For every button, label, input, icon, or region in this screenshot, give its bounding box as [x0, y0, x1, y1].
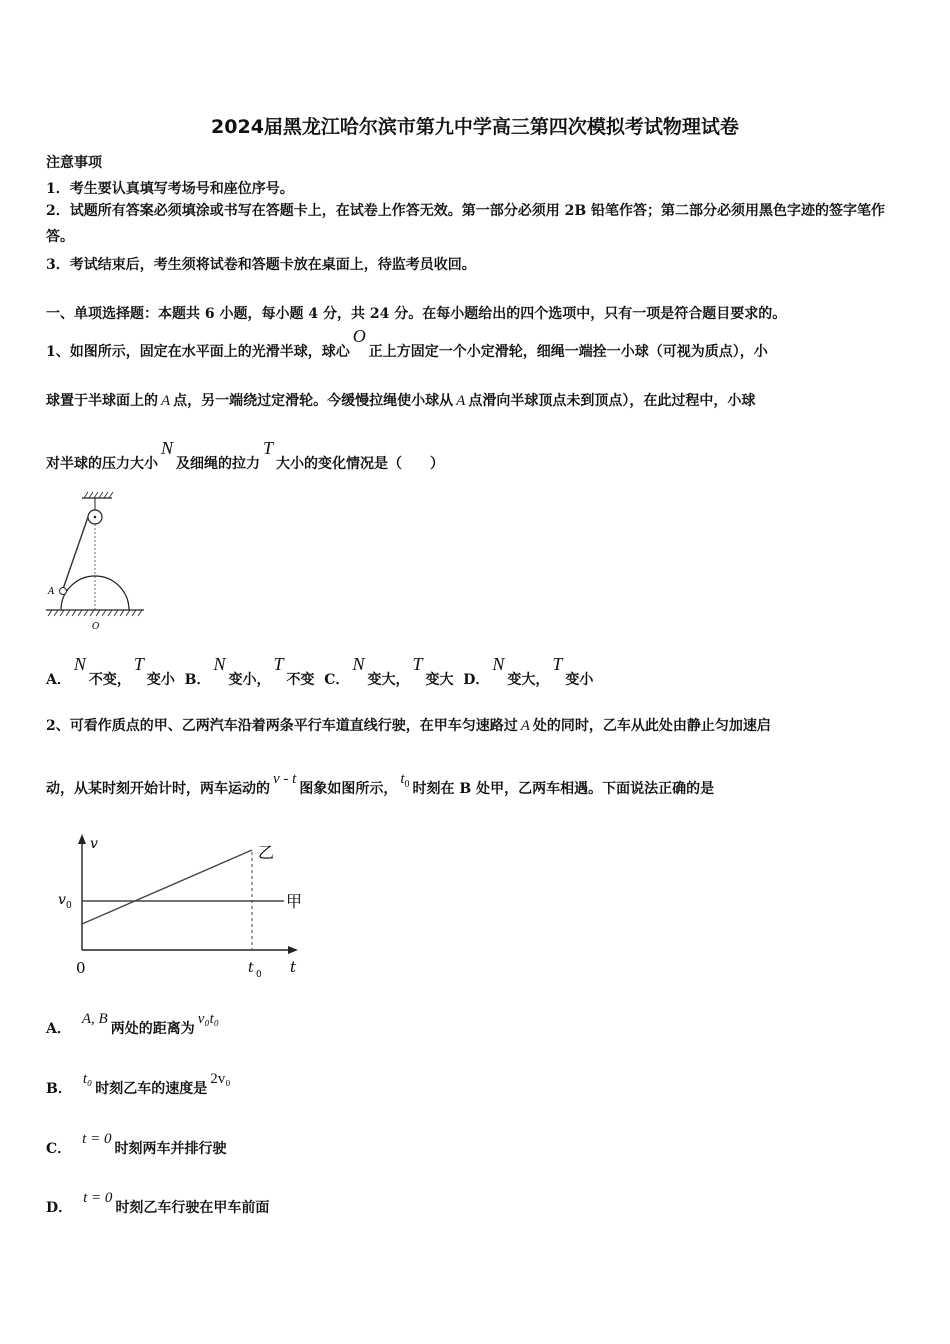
q1-symbol-O: O	[352, 326, 366, 346]
label-yi: 乙	[258, 843, 275, 862]
q1-symbol-A: A	[161, 393, 171, 409]
q2-option-C[interactable]	[46, 1131, 227, 1158]
q2-option-B-math1: t₀	[82, 1071, 93, 1087]
q1-option-B-t-text: 不变	[286, 672, 315, 688]
label-A: A	[48, 587, 55, 597]
q2-line-1	[46, 715, 771, 735]
q2-option-C-text: 时刻两车并排行驶	[114, 1141, 227, 1157]
q1-symbol-A-2: A	[456, 393, 466, 409]
q1-option-B[interactable]	[184, 654, 315, 688]
q2-option-B-math2: 2v₀	[210, 1071, 231, 1087]
q1-text-1a: 1、如图所示，固定在水平面上的光滑半球，球心	[46, 344, 350, 360]
q2-option-A[interactable]	[46, 1011, 222, 1038]
q1-option-D-label: D．	[463, 672, 490, 688]
t0-sub: 0	[256, 970, 262, 980]
v0-label: v	[58, 892, 66, 908]
q2-symbol-vt: v - t	[273, 771, 297, 787]
v0-sub: 0	[66, 901, 72, 911]
q2-symbol-t0	[400, 771, 410, 790]
q2-option-A-math2: v₀t₀	[197, 1011, 219, 1027]
q2-option-C-math1: t = 0	[82, 1131, 112, 1147]
q1-option-B-n-text: 变小，	[228, 672, 271, 688]
q2-option-D-label: D．	[46, 1200, 73, 1216]
q1-option-A-N: N	[73, 654, 86, 674]
q1-text-2b: 点，另一端绕过定滑轮。今缓慢拉绳使小球从	[173, 393, 454, 409]
exam-title: 2024届黑龙江哈尔滨市第九中学高三第四次模拟考试物理试卷	[211, 116, 739, 138]
q1-text-3b: 及细绳的拉力	[176, 456, 261, 472]
q2-option-D[interactable]	[46, 1190, 270, 1217]
q1-option-D[interactable]	[463, 654, 594, 688]
axis-t-label: t	[290, 958, 297, 976]
q2-text-1a: 2、可看作质点的甲、乙两汽车沿着两条平行车道直线行驶，在甲车匀速路过	[46, 718, 518, 734]
q1-option-B-label: B．	[184, 672, 211, 688]
q1-symbol-T: T	[263, 438, 274, 458]
q1-option-C-t-text: 变大	[425, 672, 454, 688]
axis-v-label: v	[90, 836, 98, 852]
q1-text-2a: 球置于半球面上的	[46, 393, 158, 409]
small-ball	[60, 588, 67, 595]
notice-item-2: 2．试题所有答案必须填涂或书写在答题卡上，在试卷上作答无效。第一部分必须用 2B 铅笔作答；第二部分必须用黑色字迹的签字笔作答。	[46, 203, 886, 245]
notice-item-3: 3．考试结束后，考生须将试卷和答题卡放在桌面上，待监考员收回。	[46, 257, 476, 273]
q1-text-2c: 点滑向半球顶点未到顶点），在此过程中，小球	[468, 393, 756, 409]
q1-option-A-t-text: 变小	[146, 672, 175, 688]
q1-option-D-N: N	[492, 654, 505, 674]
q1-options	[46, 654, 594, 689]
q1-option-C-label: C．	[324, 672, 350, 688]
q1-symbol-N: N	[161, 438, 174, 458]
q1-text-1b: 正上方固定一个小定滑轮，细绳一端拴一小球（可视为质点），小	[368, 344, 768, 360]
q1-option-A[interactable]	[46, 654, 175, 688]
notice-item-1: 1．考生要认真填写考场号和座位序号。	[46, 181, 294, 197]
q1-option-B-N: N	[213, 654, 226, 674]
q2-option-B-text: 时刻乙车的速度是	[95, 1081, 208, 1097]
q2-text-2a: 动，从某时刻开始计时，两车运动的	[46, 781, 270, 797]
q1-option-D-T: T	[552, 654, 563, 674]
v-axis-arrow	[78, 834, 86, 844]
q1-option-C[interactable]	[324, 654, 454, 688]
q2-text-2c: 时刻在 B 处甲，乙两车相遇。下面说法正确的是	[412, 781, 715, 797]
ceiling-hatch	[84, 492, 113, 498]
q1-option-C-T: T	[412, 654, 423, 674]
origin-label: 0	[76, 959, 86, 977]
q2-text-2b: 图象如图所示，	[299, 781, 398, 797]
q2-option-A-label: A．	[46, 1021, 71, 1037]
t0-label: t	[248, 960, 254, 976]
q1-option-D-n-text: 变大，	[507, 672, 550, 688]
label-jia: 甲	[286, 892, 303, 911]
q1-option-A-n-text: 不变，	[88, 672, 131, 688]
q1-text-3c: 大小的变化情况是（ ）	[276, 456, 445, 472]
q1-option-C-N: N	[352, 654, 365, 674]
q1-option-B-T: T	[273, 654, 284, 674]
line-yi	[82, 850, 252, 924]
q2-text-1b: 处的同时，乙车从此处由静止匀加速启	[532, 718, 771, 734]
q2-option-A-math1: A, B	[81, 1011, 108, 1027]
q2-vt-graph	[52, 830, 312, 985]
q2-option-B[interactable]	[46, 1071, 233, 1098]
q1-option-A-label: A．	[46, 672, 71, 688]
q1-option-C-n-text: 变大，	[367, 672, 410, 688]
q1-option-A-T: T	[133, 654, 144, 674]
label-O: O	[92, 622, 100, 632]
q2-line-2	[46, 771, 715, 800]
section-heading: 一、单项选择题：本题共 6 小题，每小题 4 分，共 24 分。在每小题给出的四个选项中，只有一项是符合题目要求的。	[46, 306, 787, 322]
pulley-axle	[94, 516, 97, 519]
q2-option-B-label: B．	[46, 1081, 72, 1097]
q2-option-D-text: 时刻乙车行驶在甲车前面	[115, 1200, 270, 1216]
q1-figure	[44, 490, 149, 635]
q1-line-3	[46, 438, 445, 473]
ground-hatch	[48, 610, 142, 616]
q2-option-A-text: 两处的距离为	[110, 1021, 195, 1037]
q1-option-D-t-text: 变小	[565, 672, 594, 688]
q2-option-C-label: C．	[46, 1141, 72, 1157]
q2-symbol-t0-sub: 0	[404, 779, 410, 790]
q1-text-3a: 对半球的压力大小	[46, 456, 158, 472]
q2-symbol-A: A	[520, 718, 530, 734]
q1-line-1	[46, 326, 768, 361]
notice-heading: 注意事项	[46, 155, 102, 171]
q1-line-2	[46, 390, 755, 410]
t-axis-arrow	[288, 946, 298, 954]
q2-symbol-t0-base: t	[400, 771, 405, 787]
q2-option-D-math1: t = 0	[83, 1190, 113, 1206]
